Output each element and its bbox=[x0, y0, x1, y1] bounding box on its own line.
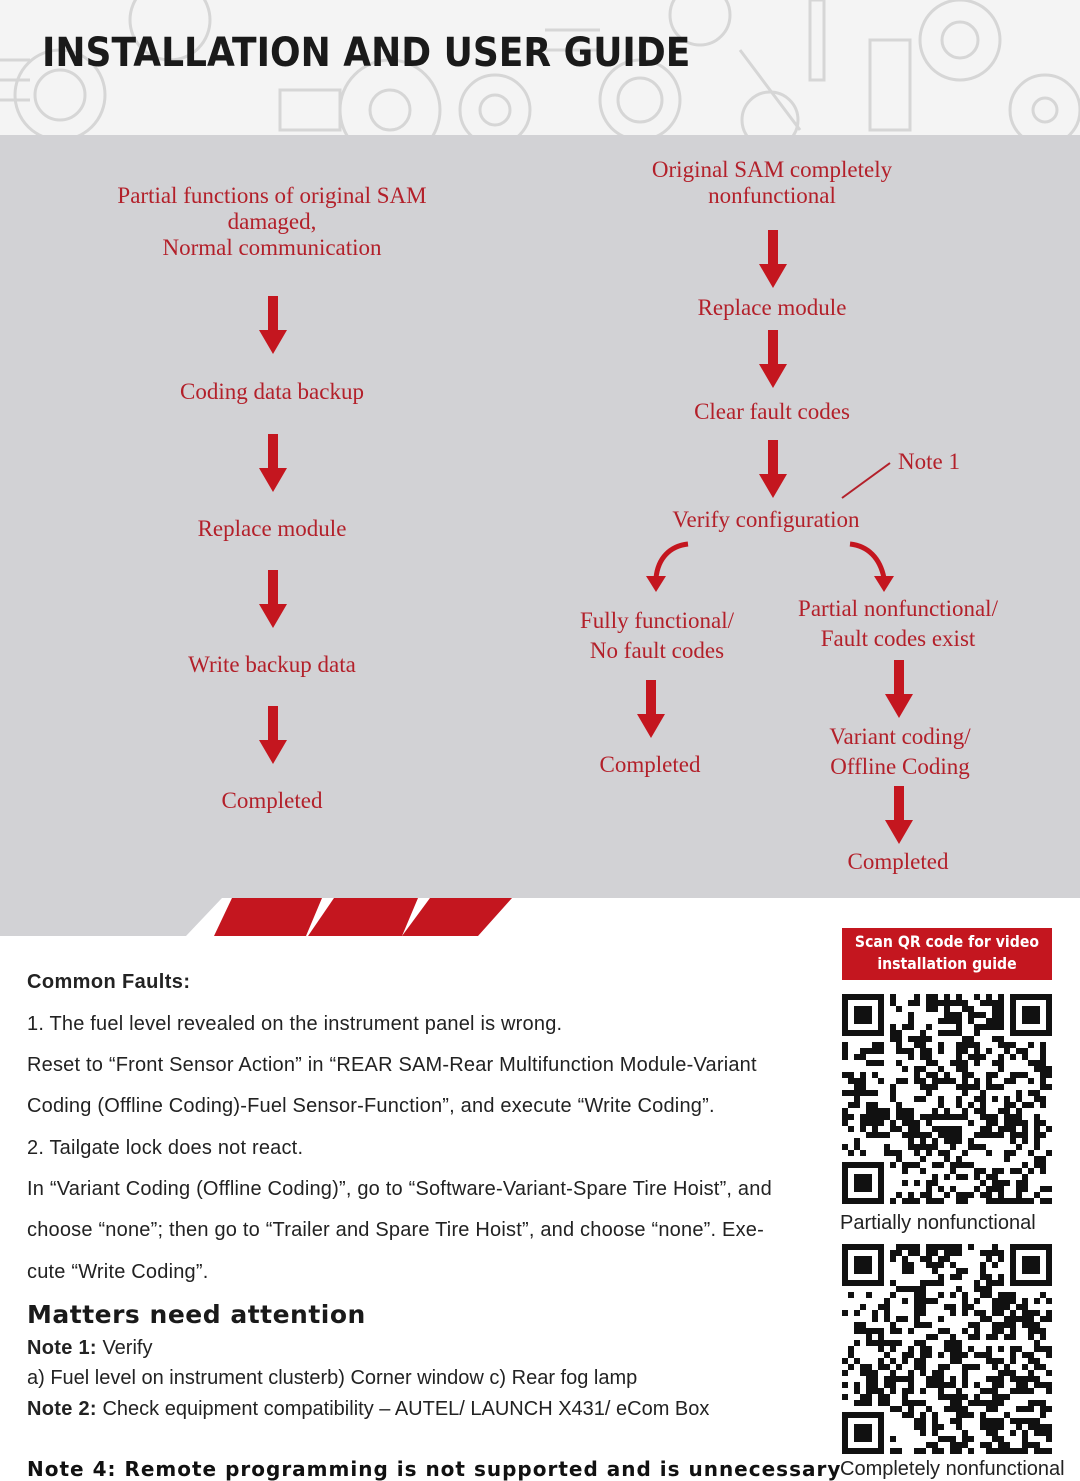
note-1 bbox=[27, 1337, 152, 1360]
qr-finder-pattern bbox=[1013, 997, 1049, 1033]
note-1-label: Note 1 bbox=[898, 449, 960, 474]
left-flow-step-write: Write backup data bbox=[188, 652, 356, 677]
qr-finder-pattern bbox=[845, 997, 881, 1033]
branch-a-line-2: No fault codes bbox=[589, 638, 725, 663]
page-title: INSTALLATION AND USER GUIDE bbox=[42, 30, 691, 76]
note-1-items: a) Fuel level on instrument clusterb) Corner window c) Rear fog lamp bbox=[27, 1367, 638, 1389]
arrow-down-icon bbox=[258, 296, 288, 354]
left-flow-start-line-3: Normal communication bbox=[162, 235, 382, 260]
arrow-down-icon bbox=[884, 786, 914, 844]
branch-partial-nonfunctional bbox=[768, 594, 1028, 654]
arrow-down-icon bbox=[884, 660, 914, 718]
branch-b-line-1: Partial nonfunctional/ bbox=[798, 596, 998, 621]
note-pointer-line bbox=[838, 458, 894, 500]
common-faults-heading: Common Faults: bbox=[27, 971, 191, 993]
qr-code-partial[interactable] bbox=[842, 994, 1052, 1204]
qr-modules bbox=[842, 1244, 1052, 1454]
fault-line-3: Coding (Offline Coding)-Fuel Sensor-Function”, and execute “Write Coding”. bbox=[27, 1095, 715, 1117]
branch-b-line-2: Fault codes exist bbox=[820, 626, 976, 651]
fault-line-7: cute “Write Coding”. bbox=[27, 1261, 209, 1283]
branch-b-step-line-1: Variant coding/ bbox=[829, 724, 971, 749]
qr-finder-pattern bbox=[845, 1165, 881, 1201]
qr-code-complete[interactable] bbox=[842, 1244, 1052, 1454]
left-flow-start bbox=[92, 183, 452, 261]
branch-b-completed: Completed bbox=[847, 849, 949, 874]
left-flow-start-line-1: Partial functions of original SAM bbox=[117, 183, 427, 208]
left-flow-start-line-2: damaged, bbox=[227, 209, 317, 234]
branch-fully-functional bbox=[527, 606, 787, 666]
fault-line-6: choose “none”; then go to “Trailer and Spare Tire Hoist”, and choose “none”. Exe- bbox=[27, 1219, 764, 1241]
note-4: Note 4: Remote programming is not supported and is unnecessary bbox=[27, 1457, 842, 1481]
qr-banner-line-2: installation guide bbox=[877, 954, 1017, 973]
branch-b-step-line-2: Offline Coding bbox=[830, 754, 970, 779]
curved-arrow-left-icon bbox=[640, 538, 700, 596]
right-flow-step-clear: Clear fault codes bbox=[694, 399, 850, 424]
arrow-down-icon bbox=[258, 434, 288, 492]
right-flow-step-replace: Replace module bbox=[697, 295, 847, 320]
branch-a-line-1: Fully functional/ bbox=[580, 608, 734, 633]
right-flow-start-line-2: nonfunctional bbox=[708, 183, 836, 208]
left-flow-step-backup: Coding data backup bbox=[180, 379, 364, 404]
right-flow-start-line-1: Original SAM completely bbox=[651, 157, 893, 182]
qr-finder-pattern bbox=[845, 1415, 881, 1451]
left-flow-step-replace: Replace module bbox=[197, 516, 347, 541]
arrow-down-icon bbox=[636, 680, 666, 738]
qr-label-partial: Partially nonfunctional bbox=[840, 1212, 1036, 1234]
qr-finder-pattern bbox=[845, 1247, 881, 1283]
qr-modules bbox=[842, 994, 1052, 1204]
attention-heading: Matters need attention bbox=[27, 1300, 366, 1329]
right-flow-step-verify: Verify configuration bbox=[672, 507, 860, 532]
curved-arrow-right-icon bbox=[846, 538, 906, 596]
arrow-down-icon bbox=[758, 330, 788, 388]
note-2-label-bold: Note 2: bbox=[27, 1398, 97, 1420]
note-1-text: Verify bbox=[96, 1337, 153, 1359]
fault-line-2: Reset to “Front Sensor Action” in “REAR SAM-Rear Multifunction Module-Variant bbox=[27, 1054, 757, 1076]
arrow-down-icon bbox=[258, 570, 288, 628]
right-flow-start bbox=[592, 157, 952, 209]
qr-banner-line-1: Scan QR code for video bbox=[854, 932, 1040, 951]
fault-line-5: In “Variant Coding (Offline Coding)”, go to “Software-Variant-Spare Tire Hoist”, and bbox=[27, 1178, 772, 1200]
note-2 bbox=[27, 1398, 709, 1421]
branch-b-variant-coding bbox=[770, 722, 1030, 782]
note-1-label-bold: Note 1: bbox=[27, 1337, 97, 1359]
arrow-down-icon bbox=[758, 440, 788, 498]
header-banner bbox=[0, 0, 1080, 135]
arrow-down-icon bbox=[258, 706, 288, 764]
arrow-down-icon bbox=[758, 230, 788, 288]
left-flow-completed: Completed bbox=[221, 788, 323, 813]
fault-line-1: 1. The fuel level revealed on the instrument panel is wrong. bbox=[27, 1013, 563, 1035]
branch-a-completed: Completed bbox=[599, 752, 701, 777]
fault-line-4: 2. Tailgate lock does not react. bbox=[27, 1137, 304, 1159]
qr-finder-pattern bbox=[1013, 1247, 1049, 1283]
qr-banner bbox=[842, 928, 1052, 980]
qr-label-complete: Completely nonfunctional bbox=[840, 1458, 1065, 1480]
note-2-text: Check equipment compatibility – AUTEL/ LAUNCH X431/ eCom Box bbox=[96, 1398, 710, 1420]
